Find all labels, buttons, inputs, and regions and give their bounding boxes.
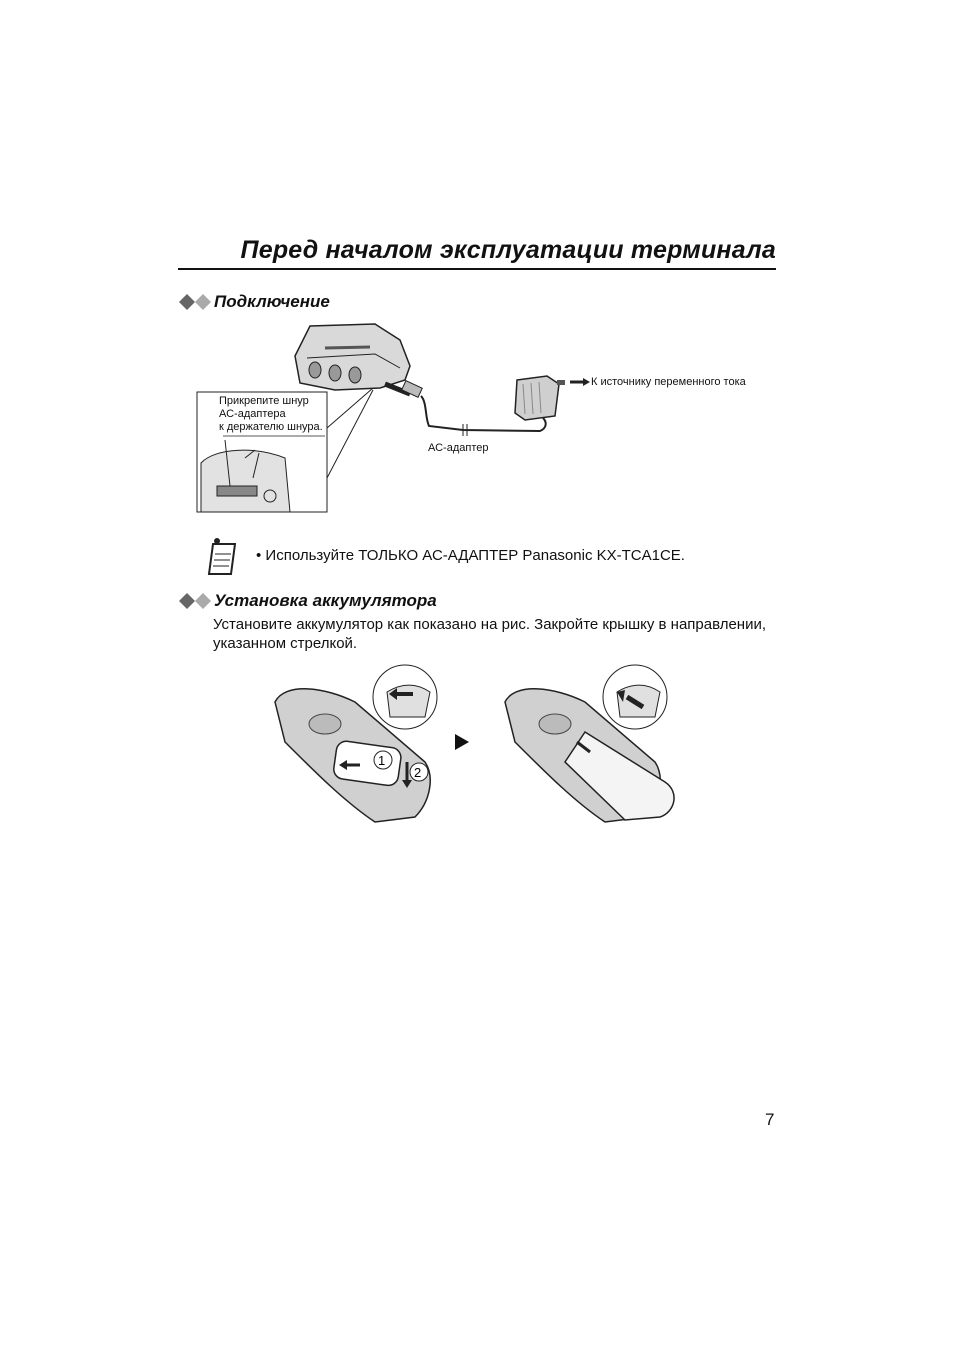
handset-battery-insert-icon xyxy=(275,665,437,822)
battery-instructions: Установите аккумулятор как показано на рис. Закройте крышку в направлении, указанном стрелкой. xyxy=(213,616,767,652)
section-heading-battery: Установка аккумулятора xyxy=(178,591,437,611)
section-heading-connection: Подключение xyxy=(178,292,330,312)
ac-adapter-label: АС-адаптер xyxy=(428,442,489,454)
step-1-label: 1 xyxy=(378,753,386,768)
power-source-label: К источнику переменного тока xyxy=(591,376,746,388)
ac-adapter-icon xyxy=(515,376,565,420)
adapter-note: • Используйте ТОЛЬКО АС-АДАПТЕР Panasonic KX-TCA1CE. xyxy=(256,547,685,564)
double-diamond-icon xyxy=(178,293,214,311)
battery-installation-illustration xyxy=(265,662,695,832)
page-title: Перед началом эксплуатации терминала xyxy=(240,236,776,264)
double-diamond-icon xyxy=(178,592,214,610)
step-2-label: 2 xyxy=(414,765,422,780)
handset-cover-close-icon xyxy=(505,665,674,822)
next-step-arrow-icon xyxy=(455,734,469,750)
charger-icon xyxy=(295,324,410,390)
cord-holder-callout: Прикрепите шнур АС-адаптера к держателю шнура. xyxy=(219,395,323,433)
note-icon xyxy=(205,536,241,578)
title-divider xyxy=(178,268,776,270)
page-number: 7 xyxy=(765,1110,775,1129)
